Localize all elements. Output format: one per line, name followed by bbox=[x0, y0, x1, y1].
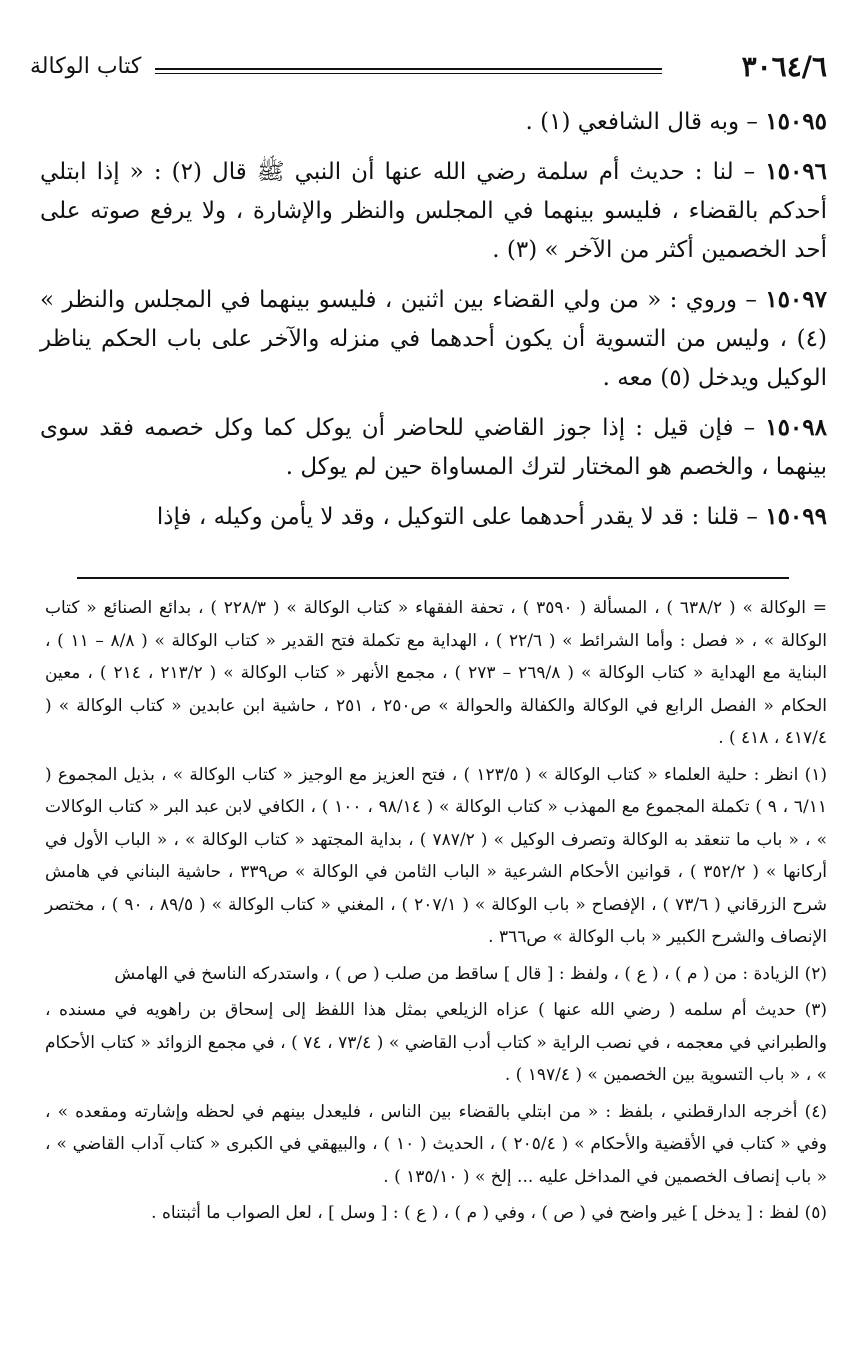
paragraph-text: – وروي : « من ولي القضاء بين اثنين ، فليسو بينهما في المجلس والنظر » (٤) ، وليس من التسوية أن يكون أحدهما في منزله والآخر على باب الحكم يناظر الوكيل ويدخل (٥) معه . bbox=[40, 287, 827, 391]
paragraph-number: ١٥٠٩٩ bbox=[765, 503, 827, 530]
paragraph-text: – لنا : حديث أم سلمة رضي الله عنها أن النبي ﷺ قال (٢) : « إذا ابتلي أحدكم بالقضاء ، فليسو بينهما في المجلس والنظر والإشارة ، ولا يرفع صوته على أحد الخصمين أكثر من الآخر » (٣) . bbox=[40, 159, 827, 263]
footnote-1: (١) انظر : حلية العلماء « كتاب الوكالة » ( ١٢٣/٥ ) ، فتح العزيز مع الوجيز « كتاب الوكالة » ، بذيل المجموع ( ٦/١١ ، ٩ ) تكملة المجموع مع المهذب « كتاب الوكالة » ( ٩٨/١٤ ، ١٠٠ ) ، الكافي لابن عبد البر « كتاب الوكالات » ، « باب ما تنعقد به الوكالة وتصرف الوكيل » ( ٧٨٧/٢ ) ، بداية المجتهد « كتاب الوكالة » ، « الباب الأول في أركانها » ( ٣٥٢/٢ ) ، قوانين الأحكام الشرعية « الباب الثامن في الوكالة » ص٣٣٩ ، حاشية البناني في هامش شرح الزرقاني ( ٧٣/٦ ) ، الإفصاح « باب الوكالة » ( ٢٠٧/١ ) ، المغني « كتاب الوكالة » ( ٨٩/٥ ، ٩٠ ) ، مختصر الإنصاف والشرح الكبير « باب الوكالة » ص٣٦٦ . bbox=[45, 764, 828, 947]
paragraph-number: ١٥٠٩٥ bbox=[765, 108, 827, 135]
footnote-5: (٥) لفظ : [ يدخل ] غير واضح في ( ص ) ، وفي ( م ) ، ( ع ) : [ وسل ] ، لعل الصواب ما أثبتناه . bbox=[151, 1203, 827, 1223]
footnote-continued: = الوكالة » ( ٦٣٨/٢ ) ، المسألة ( ٣٥٩٠ ) ، تحفة الفقهاء « كتاب الوكالة » ( ٢٢٨/٣ ) ، بدائع الصنائع « كتاب الوكالة » ، « فصل : وأما الشرائط » ( ٢٢/٦ ) ، الهداية مع تكملة فتح القدير « كتاب الوكالة » ( ٨/٨ – ١١ ) ، البناية مع الهداية « كتاب الوكالة » ( ٢٦٩/٨ – ٢٧٣ ) ، مجمع الأنهر « كتاب الوكالة » ( ٢١٣/٢ ، ٢١٤ ) ، معين الحكام « الفصل الرابع في الوكالة والكفالة والحوالة » ص٢٥٠ ، ٢٥١ ، حاشية ابن عابدين « كتاب الوكالة » ( ٤١٧/٤ ، ٤١٨ ) . bbox=[45, 598, 828, 748]
paragraph-number: ١٥٠٩٨ bbox=[765, 414, 827, 441]
paragraph bbox=[40, 497, 827, 537]
footnotes bbox=[45, 592, 827, 1234]
footnote-4: (٤) أخرجه الدارقطني ، بلفظ : « من ابتلي بالقضاء بين الناس ، فليعدل بينهم في لحظه وإشارته ومقعده » ، وفي « كتاب في الأقضية والأحكام » ( ٢٠٥/٤ ) ، الحديث ( ١٠ ) ، والبيهقي في الكبرى « كتاب آداب القاضي » ، « باب إنصاف الخصمين في المداخل عليه ... إلخ » ( ١٣٥/١٠ ) . bbox=[45, 1101, 827, 1187]
paragraph-number: ١٥٠٩٧ bbox=[765, 286, 827, 313]
header-rule bbox=[155, 68, 662, 74]
paragraph-text: – فإن قيل : إذا جوز القاضي للحاضر أن يوكل كما وكل خصمه فقد سوى بينهما ، والخصم هو المختار لترك المساواة حين لم يوكل . bbox=[40, 415, 827, 480]
paragraph bbox=[40, 408, 827, 487]
paragraph-text: – وبه قال الشافعي (١) . bbox=[525, 109, 766, 135]
page-header bbox=[30, 50, 837, 90]
paragraph bbox=[40, 280, 827, 398]
footnote-divider bbox=[77, 577, 789, 579]
paragraph bbox=[40, 102, 827, 142]
footnote-2: (٢) الزيادة : من ( م ) ، ( ع ) ، ولفظ : [ قال ] ساقط من صلب ( ص ) ، واستدركه الناسخ في الهامش bbox=[114, 963, 827, 984]
paragraph bbox=[40, 152, 827, 270]
paragraph-number: ١٥٠٩٦ bbox=[765, 158, 828, 185]
main-text bbox=[40, 102, 827, 547]
book-title: كتاب الوكالة bbox=[30, 54, 142, 79]
footnote-3: (٣) حديث أم سلمه ( رضي الله عنها ) عزاه الزيلعي بمثل هذا اللفظ إلى إسحاق بن راهويه في مسنده ، والطبراني في معجمه ، في نصب الراية « كتاب أدب القاضي » ( ٧٣/٤ ، ٧٤ ) ، في مجمع الزوائد « كتاب الأحكام » ، « باب التسوية بين الخصمين » ( ١٩٧/٤ ) . bbox=[45, 1000, 828, 1085]
page-number: ٣٠٦٤/٦ bbox=[741, 50, 827, 83]
paragraph-text: – قلنا : قد لا يقدر أحدهما على التوكيل ، وقد لا يأمن وكيله ، فإذا bbox=[156, 504, 766, 530]
